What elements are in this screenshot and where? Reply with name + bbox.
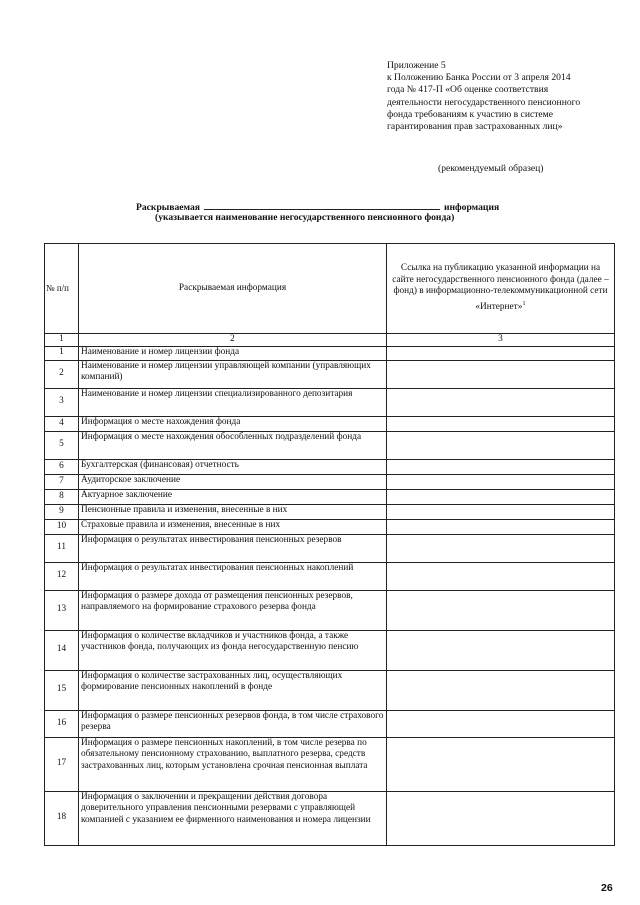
row-link[interactable] <box>387 737 615 791</box>
appendix-line: к Положению Банка России от 3 апреля 2014 <box>387 72 571 84</box>
table-row <box>45 388 615 416</box>
column-number: 2 <box>79 334 387 347</box>
row-info: Информация о размере пенсионных накоплений, в том числе резерва по обязательному пенсионному страхованию, выплатного резерва, средств застрахованных лиц, которым установлена срочная пенсионная выплата <box>79 737 387 791</box>
table-row <box>45 489 615 504</box>
row-info: Аудиторское заключение <box>79 474 387 489</box>
header-info: Раскрываемая информация <box>79 244 387 334</box>
table-body <box>45 346 615 845</box>
table-row <box>45 737 615 791</box>
row-number: 13 <box>45 590 79 630</box>
row-link[interactable] <box>387 562 615 590</box>
row-number: 12 <box>45 562 79 590</box>
appendix-line: Приложение 5 <box>387 60 446 71</box>
appendix-line: деятельности негосударственного пенсионного <box>387 96 581 108</box>
row-info: Информация о результатах инвестирования пенсионных резервов <box>79 534 387 562</box>
row-link[interactable] <box>387 416 615 431</box>
row-info: Информация о месте нахождения обособленных подразделений фонда <box>79 431 387 459</box>
row-number: 9 <box>45 504 79 519</box>
row-number: 15 <box>45 670 79 710</box>
appendix-header <box>387 60 627 133</box>
row-number: 5 <box>45 431 79 459</box>
row-link[interactable] <box>387 710 615 737</box>
row-link[interactable] <box>387 791 615 845</box>
table-row <box>45 459 615 474</box>
table-row <box>45 360 615 388</box>
row-info: Пенсионные правила и изменения, внесенные в них <box>79 504 387 519</box>
table-row <box>45 504 615 519</box>
appendix-line: гарантирования прав застрахованных лиц» <box>387 121 563 133</box>
row-info: Информация о количестве вкладчиков и участников фонда, а также участников фонда, получающих из фонда негосударственную пенсию <box>79 630 387 670</box>
table-row <box>45 474 615 489</box>
row-link[interactable] <box>387 459 615 474</box>
row-number: 7 <box>45 474 79 489</box>
row-info: Информация о размере пенсионных резервов фонда, в том числе страхового резерва <box>79 710 387 737</box>
row-number: 14 <box>45 630 79 670</box>
row-number: 17 <box>45 737 79 791</box>
row-number: 18 <box>45 791 79 845</box>
row-info: Наименование и номер лицензии специализированного депозитария <box>79 388 387 416</box>
appendix-line: года № 417-П «Об оценке соответствия <box>387 84 549 96</box>
row-number: 4 <box>45 416 79 431</box>
row-link[interactable] <box>387 590 615 630</box>
header-link-text: Ссылка на публикацию указанной информации на сайте негосударственного пенсионного фонда (далее – фонд) в информационно-телекоммуникационной сети «Интернет» <box>392 263 609 313</box>
row-link[interactable] <box>387 519 615 534</box>
row-info: Информация о размере дохода от размещения пенсионных резервов, направляемого на формирование страхового резерва фонда <box>79 590 387 630</box>
header-link <box>387 244 615 334</box>
row-link[interactable] <box>387 534 615 562</box>
table-row <box>45 346 615 360</box>
table-row <box>45 791 615 845</box>
row-info: Наименование и номер лицензии фонда <box>79 346 387 360</box>
row-link[interactable] <box>387 474 615 489</box>
row-info: Информация о заключении и прекращении действия договора доверительного управления пенсионными резервами с управляющей компанией с указанием ее фирменного наименования и номера лицензии <box>79 791 387 845</box>
row-link[interactable] <box>387 504 615 519</box>
title-left: Раскрываемая <box>136 202 200 213</box>
table-row <box>45 670 615 710</box>
row-number: 16 <box>45 710 79 737</box>
disclosure-subtitle: (указывается наименование негосударственного пенсионного фонда) <box>155 212 455 223</box>
row-number: 10 <box>45 519 79 534</box>
column-number: 3 <box>387 334 615 347</box>
row-link[interactable] <box>387 388 615 416</box>
row-number: 1 <box>45 346 79 360</box>
row-number: 3 <box>45 388 79 416</box>
row-link[interactable] <box>387 489 615 504</box>
table-row <box>45 590 615 630</box>
disclosure-table <box>44 243 615 846</box>
row-info: Бухгалтерская (финансовая) отчетность <box>79 459 387 474</box>
row-number: 6 <box>45 459 79 474</box>
row-link[interactable] <box>387 346 615 360</box>
row-info: Информация о результатах инвестирования пенсионных накоплений <box>79 562 387 590</box>
footnote-marker: 1 <box>522 300 526 308</box>
row-info: Информация о количестве застрахованных лиц, осуществляющих формирование пенсионных накоплений в фонде <box>79 670 387 710</box>
appendix-line: фонда требованиям к участию в системе <box>387 108 553 120</box>
fund-name-blank-line <box>204 200 440 210</box>
row-number: 11 <box>45 534 79 562</box>
column-number-row <box>45 334 615 347</box>
row-info: Актуарное заключение <box>79 489 387 504</box>
table-row <box>45 519 615 534</box>
row-info: Информация о месте нахождения фонда <box>79 416 387 431</box>
row-info: Наименование и номер лицензии управляющей компании (управляющих компаний) <box>79 360 387 388</box>
sample-note: (рекомендуемый образец) <box>438 163 544 174</box>
column-number: 1 <box>45 334 79 347</box>
table-header-row <box>45 244 615 334</box>
row-link[interactable] <box>387 360 615 388</box>
row-link[interactable] <box>387 670 615 710</box>
page-number: 26 <box>601 882 613 894</box>
table-row <box>45 431 615 459</box>
row-number: 8 <box>45 489 79 504</box>
table-row <box>45 710 615 737</box>
row-info: Страховые правила и изменения, внесенные в них <box>79 519 387 534</box>
row-link[interactable] <box>387 431 615 459</box>
table-row <box>45 630 615 670</box>
table-row <box>45 562 615 590</box>
table-row <box>45 416 615 431</box>
row-number: 2 <box>45 360 79 388</box>
table-row <box>45 534 615 562</box>
row-link[interactable] <box>387 630 615 670</box>
title-right: информация <box>443 202 500 213</box>
header-number: № п/п <box>45 244 79 334</box>
